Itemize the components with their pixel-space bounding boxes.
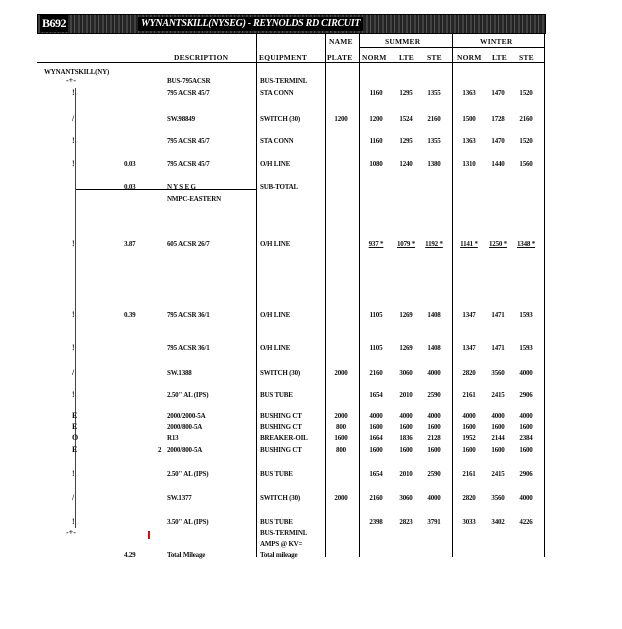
winter-rating: 1600 bbox=[462, 446, 476, 454]
circuit-symbol: ! bbox=[72, 469, 75, 478]
summer-rating: 1600 bbox=[399, 446, 413, 454]
winter-rating: 1728 bbox=[491, 115, 505, 123]
equipment-cell: SWITCH (30) bbox=[260, 494, 300, 502]
winter-rating: 1347 bbox=[462, 344, 476, 352]
circuit-symbol: ! bbox=[72, 88, 75, 97]
summer-rating: 937 * bbox=[368, 240, 384, 248]
equipment-cell: O/H LINE bbox=[260, 344, 291, 352]
summer-rating: 1654 bbox=[369, 470, 383, 478]
winter-rating: 4226 bbox=[519, 518, 533, 526]
summer-rating: 1192 * bbox=[425, 240, 443, 248]
winter-rating: 1348 * bbox=[516, 240, 536, 248]
equipment-cell: BUS-TERMINL bbox=[260, 77, 308, 85]
plate-cell: 2000 bbox=[334, 494, 348, 502]
winter-rating: 3402 bbox=[491, 518, 505, 526]
mileage: 0.03 bbox=[124, 183, 136, 191]
mileage: 2 bbox=[158, 446, 162, 454]
winter-rating: 1471 bbox=[491, 344, 505, 352]
description-cell: 2000/800-5A bbox=[167, 446, 203, 454]
circuit-symbol: -+- bbox=[66, 528, 76, 537]
summer-rating: 1380 bbox=[427, 160, 441, 168]
description-cell: 2000/2000-5A bbox=[167, 412, 206, 420]
description-cell: 2.50" AL (IPS) bbox=[167, 470, 209, 478]
mileage: 4.29 bbox=[124, 551, 136, 559]
start-station: WYNANTSKILL(NY) bbox=[44, 68, 110, 76]
summer-rating: 1295 bbox=[399, 89, 413, 97]
summer-rating: 3060 bbox=[399, 369, 413, 377]
winter-rating: 1347 bbox=[462, 311, 476, 319]
circuit-symbol: ! bbox=[72, 159, 75, 168]
equipment-cell: BUS TUBE bbox=[260, 470, 293, 478]
summer-rating: 2590 bbox=[427, 391, 441, 399]
equipment-cell: BUS-TERMINL bbox=[260, 529, 308, 537]
description-cell: BUS-795ACSR bbox=[167, 77, 211, 85]
summer-rating: 1600 bbox=[427, 446, 441, 454]
equipment-cell: O/H LINE bbox=[260, 240, 291, 248]
plate-cell: 1600 bbox=[334, 434, 348, 442]
summer-rating: 4000 bbox=[369, 412, 383, 420]
circuit-symbol: / bbox=[72, 114, 75, 123]
winter-rating: 1141 * bbox=[460, 240, 478, 248]
summer-rating: 1664 bbox=[369, 434, 383, 442]
col-divider-winter bbox=[452, 33, 453, 557]
winter-rating: 1363 bbox=[462, 89, 476, 97]
equipment-cell: O/H LINE bbox=[260, 160, 291, 168]
summer-rating: 1524 bbox=[399, 115, 413, 123]
summer-rating: 2590 bbox=[427, 470, 441, 478]
plate-cell: 800 bbox=[336, 446, 346, 454]
equipment-cell: Total mileage bbox=[260, 551, 298, 559]
description-cell: 795 ACSR 36/1 bbox=[167, 344, 210, 352]
plate-cell: 800 bbox=[336, 423, 346, 431]
equipment-cell: AMPS @ KV= bbox=[260, 540, 303, 548]
plate-cell: 1200 bbox=[334, 115, 348, 123]
circuit-symbol: E bbox=[72, 411, 78, 420]
plate-cell: 2000 bbox=[334, 369, 348, 377]
winter-rating: 4000 bbox=[519, 494, 533, 502]
summer-rating: 4000 bbox=[399, 412, 413, 420]
header-rule-bottom bbox=[37, 62, 545, 63]
winter-rating: 1560 bbox=[519, 160, 533, 168]
winter-rating: 1600 bbox=[491, 446, 505, 454]
circuit-symbol: E bbox=[72, 445, 78, 454]
col-divider-equipment bbox=[256, 33, 257, 557]
summer-rating: 1295 bbox=[399, 137, 413, 145]
summer-rating: 1105 bbox=[369, 311, 383, 319]
winter-rating: 1471 bbox=[491, 311, 505, 319]
description-cell: Total Mileage bbox=[167, 551, 206, 559]
winter-rating: 1310 bbox=[462, 160, 476, 168]
summer-rating: 1600 bbox=[369, 423, 383, 431]
summer-rating: 2010 bbox=[399, 391, 413, 399]
equipment-cell: SWITCH (30) bbox=[260, 369, 300, 377]
description-cell: SW.1377 bbox=[167, 494, 192, 502]
col-plate: PLATE bbox=[327, 53, 353, 62]
col-divider-summer bbox=[359, 33, 360, 557]
col-winter-lte: LTE bbox=[492, 53, 507, 62]
summer-rating: 3060 bbox=[399, 494, 413, 502]
winter-rating: 4000 bbox=[519, 412, 533, 420]
equipment-cell: BUSHING CT bbox=[260, 412, 302, 420]
circuit-symbol: ! bbox=[72, 343, 75, 352]
description-cell: 795 ACSR 45/7 bbox=[167, 160, 210, 168]
summer-rating: 2160 bbox=[427, 115, 441, 123]
summer-rating: 1654 bbox=[369, 391, 383, 399]
summer-rating: 1600 bbox=[399, 423, 413, 431]
header-rule-mid bbox=[359, 47, 545, 48]
header-rule-top bbox=[256, 33, 545, 34]
winter-rating: 4000 bbox=[462, 412, 476, 420]
col-summer-ste: STE bbox=[427, 53, 442, 62]
summer-rating: 1836 bbox=[399, 434, 413, 442]
equipment-cell: BUSHING CT bbox=[260, 446, 302, 454]
circuit-title: WYNANTSKILL(NYSEG) - REYNOLDS RD CIRCUIT bbox=[138, 17, 363, 31]
summer-rating: 1080 bbox=[369, 160, 383, 168]
summer-rating: 2160 bbox=[369, 369, 383, 377]
winter-rating: 2144 bbox=[491, 434, 505, 442]
winter-rating: 2161 bbox=[462, 391, 476, 399]
circuit-symbol: E bbox=[72, 422, 78, 431]
col-summer-norm: NORM bbox=[362, 53, 387, 62]
col-equipment: EQUIPMENT bbox=[259, 53, 308, 62]
equipment-cell: BREAKER-OIL bbox=[260, 434, 308, 442]
winter-rating: 4000 bbox=[491, 412, 505, 420]
summer-rating: 1160 bbox=[369, 89, 383, 97]
description-cell: NMPC-EASTERN bbox=[167, 195, 221, 203]
summer-rating: 1269 bbox=[399, 344, 413, 352]
winter-rating: 1500 bbox=[462, 115, 476, 123]
summer-rating: 1355 bbox=[427, 89, 441, 97]
summer-rating: 1600 bbox=[369, 446, 383, 454]
description-cell: R13 bbox=[167, 434, 179, 442]
winter-rating: 1600 bbox=[519, 446, 533, 454]
summer-rating: 2128 bbox=[427, 434, 441, 442]
description-cell: 795 ACSR 36/1 bbox=[167, 311, 210, 319]
winter-rating: 2906 bbox=[519, 391, 533, 399]
winter-rating: 1952 bbox=[462, 434, 476, 442]
summer-rating: 1600 bbox=[427, 423, 441, 431]
col-divider-plate bbox=[325, 33, 326, 557]
summer-rating: 2823 bbox=[399, 518, 413, 526]
col-winter-norm: NORM bbox=[457, 53, 482, 62]
circuit-trace bbox=[75, 88, 76, 528]
equipment-cell: SWITCH (30) bbox=[260, 115, 300, 123]
col-name: NAME bbox=[329, 37, 353, 46]
description-cell: N Y S E G bbox=[167, 183, 196, 191]
col-summer: SUMMER bbox=[385, 37, 421, 46]
col-description: DESCRIPTION bbox=[174, 53, 229, 62]
summer-rating: 1355 bbox=[427, 137, 441, 145]
winter-rating: 1520 bbox=[519, 137, 533, 145]
circuit-symbol: ! bbox=[72, 310, 75, 319]
winter-rating: 1520 bbox=[519, 89, 533, 97]
summer-rating: 1105 bbox=[369, 344, 383, 352]
subtotal-rule bbox=[75, 189, 257, 190]
equipment-cell: BUS TUBE bbox=[260, 391, 293, 399]
circuit-symbol: ! bbox=[72, 136, 75, 145]
winter-rating: 1600 bbox=[462, 423, 476, 431]
winter-rating: 2161 bbox=[462, 470, 476, 478]
circuit-symbol: ! bbox=[72, 390, 75, 399]
description-cell: 795 ACSR 45/7 bbox=[167, 137, 210, 145]
winter-rating: 1363 bbox=[462, 137, 476, 145]
circuit-symbol: -+- bbox=[66, 76, 76, 85]
winter-rating: 1593 bbox=[519, 344, 533, 352]
summer-rating: 1160 bbox=[369, 137, 383, 145]
equipment-cell: O/H LINE bbox=[260, 311, 291, 319]
mileage: 0.39 bbox=[124, 311, 136, 319]
plate-cell: 2000 bbox=[334, 412, 348, 420]
description-cell: 605 ACSR 26/7 bbox=[167, 240, 210, 248]
summer-rating: 1408 bbox=[427, 344, 441, 352]
winter-rating: 2415 bbox=[491, 391, 505, 399]
winter-rating: 2906 bbox=[519, 470, 533, 478]
summer-rating: 1408 bbox=[427, 311, 441, 319]
winter-rating: 1440 bbox=[491, 160, 505, 168]
circuit-symbol: / bbox=[72, 493, 75, 502]
winter-rating: 2820 bbox=[462, 494, 476, 502]
summer-rating: 2398 bbox=[369, 518, 383, 526]
description-cell: SW.1388 bbox=[167, 369, 192, 377]
winter-rating: 3560 bbox=[491, 369, 505, 377]
description-cell: 795 ACSR 45/7 bbox=[167, 89, 210, 97]
mileage: 0.03 bbox=[124, 160, 136, 168]
mileage: 3.87 bbox=[124, 240, 136, 248]
winter-rating: 1593 bbox=[519, 311, 533, 319]
summer-rating: 4000 bbox=[427, 494, 441, 502]
equipment-cell: BUS TUBE bbox=[260, 518, 293, 526]
summer-rating: 1240 bbox=[399, 160, 413, 168]
description-cell: SW.98849 bbox=[167, 115, 195, 123]
description-cell: 2000/800-5A bbox=[167, 423, 203, 431]
circuit-symbol: ! bbox=[72, 239, 75, 248]
summer-rating: 4000 bbox=[427, 369, 441, 377]
equipment-cell: STA CONN bbox=[260, 137, 294, 145]
winter-rating: 2384 bbox=[519, 434, 533, 442]
winter-rating: 3033 bbox=[462, 518, 476, 526]
col-winter-ste: STE bbox=[519, 53, 534, 62]
winter-rating: 1600 bbox=[491, 423, 505, 431]
summer-rating: 2010 bbox=[399, 470, 413, 478]
summer-rating: 1200 bbox=[369, 115, 383, 123]
description-cell: 2.50" AL (IPS) bbox=[167, 391, 209, 399]
circuit-symbol: O bbox=[72, 433, 79, 442]
col-summer-lte: LTE bbox=[399, 53, 414, 62]
circuit-symbol: ! bbox=[72, 517, 75, 526]
summer-rating: 3791 bbox=[427, 518, 441, 526]
winter-rating: 1470 bbox=[491, 89, 505, 97]
circuit-symbol: / bbox=[72, 368, 75, 377]
winter-rating: 1470 bbox=[491, 137, 505, 145]
winter-rating: 1600 bbox=[519, 423, 533, 431]
summer-rating: 2160 bbox=[369, 494, 383, 502]
col-winter: WINTER bbox=[480, 37, 513, 46]
header-band bbox=[37, 14, 546, 34]
summer-rating: 1079 * bbox=[396, 240, 416, 248]
summer-rating: 1269 bbox=[399, 311, 413, 319]
equipment-cell: SUB-TOTAL bbox=[260, 183, 299, 191]
winter-rating: 3560 bbox=[491, 494, 505, 502]
summer-rating: 4000 bbox=[427, 412, 441, 420]
equipment-cell: BUSHING CT bbox=[260, 423, 302, 431]
equipment-cell: STA CONN bbox=[260, 89, 294, 97]
winter-rating: 2160 bbox=[519, 115, 533, 123]
winter-rating: 1250 * bbox=[488, 240, 508, 248]
winter-rating: 2820 bbox=[462, 369, 476, 377]
description-cell: 3.50" AL (IPS) bbox=[167, 518, 209, 526]
red-marker bbox=[148, 531, 150, 539]
sheet-code: B692 bbox=[42, 16, 67, 30]
col-divider-right bbox=[544, 33, 545, 557]
winter-rating: 4000 bbox=[519, 369, 533, 377]
winter-rating: 2415 bbox=[491, 470, 505, 478]
